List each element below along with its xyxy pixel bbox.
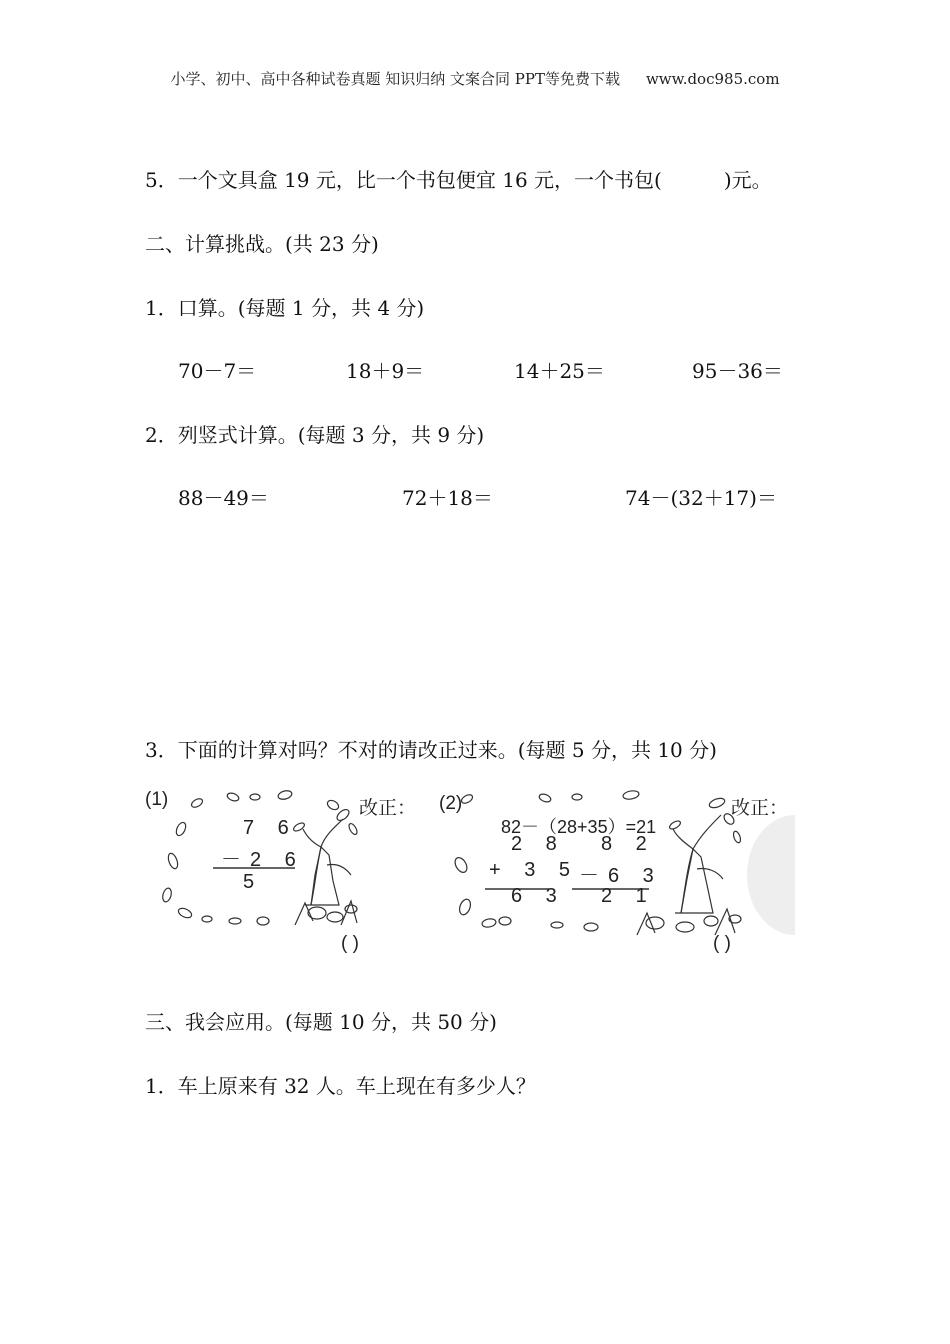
- p1-result: 5: [243, 871, 264, 893]
- s2-q2-title: 2．列竖式计算。(每题 3 分，共 9 分): [145, 423, 485, 447]
- vertical-item-1: 88－49＝: [178, 486, 269, 510]
- vertical-item-3: 74－(32＋17)＝: [625, 486, 777, 510]
- correction-figure: [145, 785, 810, 960]
- mental-item-3: 14＋25＝: [514, 359, 605, 383]
- q5-text-before: 5．一个文具盒 19 元，比一个书包便宜 16 元，一个书包(: [145, 168, 662, 192]
- header-site: www.doc985.com: [645, 70, 780, 88]
- p1-second-number: －2 6: [221, 849, 305, 871]
- p2-b-second: －6 3: [579, 865, 663, 887]
- question-5: [145, 164, 772, 193]
- q5-text-after: )元。: [723, 168, 772, 192]
- p2-answer-paren[interactable]: ( ): [713, 933, 731, 954]
- s2-q3-title: 3．下面的计算对吗？不对的请改正过来。(每题 5 分，共 10 分): [145, 738, 717, 762]
- header-text: 小学、初中、高中各种试卷真题 知识归纳 文案合同 PPT等免费下载: [170, 70, 620, 88]
- p2-correct-label: 改正：: [731, 798, 789, 819]
- page-header: [0, 68, 950, 89]
- p2-equation: 82－（28+35）=21: [501, 817, 657, 837]
- vertical-item-2: 72＋18＝: [402, 486, 493, 510]
- p1-correct-label: 改正：: [359, 798, 417, 819]
- s2-q1-title: 1．口算。(每题 1 分，共 4 分): [145, 296, 425, 320]
- p2-label: (2): [439, 793, 463, 814]
- p2-b-top: 8 2: [601, 833, 656, 855]
- s3-q1: 1．车上原来有 32 人。车上现在有多少人？: [145, 1074, 536, 1098]
- mental-item-1: 70－7＝: [178, 359, 257, 383]
- p2-a-top: 2 8: [511, 833, 566, 855]
- p2-a-second: + 3 5: [489, 859, 580, 881]
- p2-a-result: 6 3: [511, 885, 566, 907]
- mental-item-2: 18＋9＝: [346, 359, 425, 383]
- section-3-title: 三、我会应用。(每题 10 分，共 50 分): [145, 1010, 497, 1034]
- p1-top-number: 7 6: [243, 817, 298, 839]
- p2-b-result: 2 1: [601, 885, 656, 907]
- mental-item-4: 95－36＝: [692, 359, 783, 383]
- section-2-title: 二、计算挑战。(共 23 分): [145, 232, 379, 256]
- p1-label: (1): [145, 789, 169, 810]
- p1-answer-paren[interactable]: ( ): [341, 933, 359, 954]
